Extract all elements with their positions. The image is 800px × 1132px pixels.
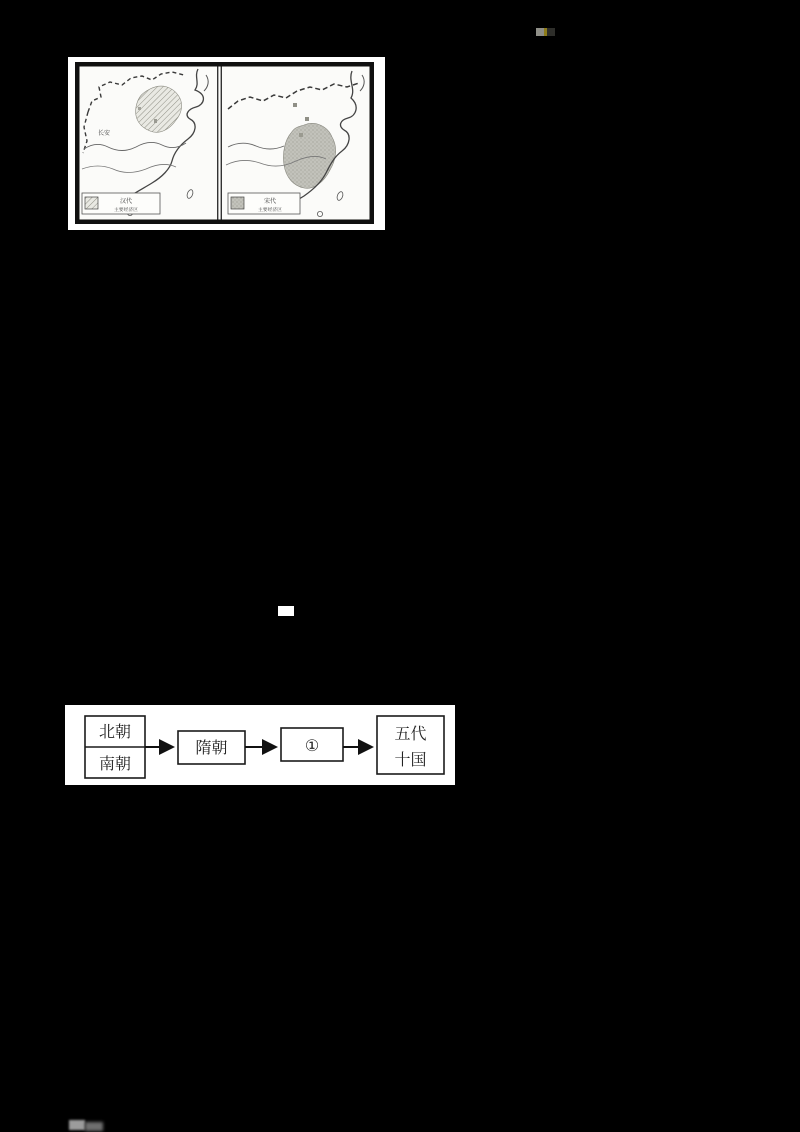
legend-title: 汉代 [119, 199, 133, 205]
scan-artifact-white-speck [278, 606, 294, 616]
flow-box-north-south-dynasties [85, 716, 145, 778]
flow-box-blank-1 [281, 728, 343, 761]
flowchart-drawing [65, 705, 455, 785]
left-map-legend [82, 193, 160, 214]
legend-subtitle: 主要经济区 [258, 208, 282, 213]
scan-artifact-gray-block [536, 28, 544, 36]
right-map-legend [228, 193, 300, 214]
dynasty-flowchart [65, 705, 455, 785]
flow-box-sui [178, 731, 245, 764]
economic-regions-maps-figure [68, 57, 385, 230]
flow-label-ten-kingdoms: 十国 [394, 752, 427, 769]
flow-label-blank-1: ① [304, 738, 320, 755]
map-separator [217, 67, 218, 220]
scan-artifact-bottom-smudge [69, 1120, 85, 1130]
flow-label-north: 北朝 [98, 724, 132, 741]
legend-swatch-hatched [85, 197, 98, 209]
flow-label-sui: 隋朝 [195, 740, 228, 757]
flow-box-five-dynasties-ten-kingdoms [377, 716, 444, 774]
scan-artifact-dark-block [547, 28, 555, 36]
maps-figure-drawing [68, 57, 385, 230]
legend-subtitle: 主要经济区 [114, 208, 138, 213]
scan-artifact-bottom-smudge [85, 1122, 103, 1131]
legend-swatch-stippled [231, 197, 244, 209]
legend-title: 宋代 [263, 199, 277, 205]
flow-label-five-dynasties: 五代 [394, 726, 427, 743]
flow-label-south: 南朝 [98, 756, 132, 773]
city-label-changan: 长安 [98, 131, 111, 137]
